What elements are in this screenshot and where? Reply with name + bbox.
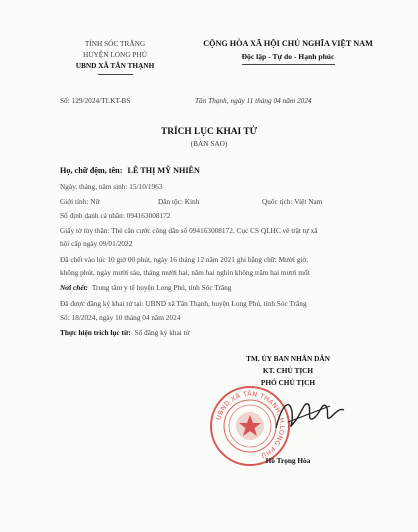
name-label: Họ, chữ đệm, tên: [60, 166, 123, 175]
header-country: CỘNG HÒA XÃ HỘI CHỦ NGHĨA VIỆT NAM [203, 39, 373, 48]
gender-field: Giới tính: Nữ [60, 197, 100, 206]
signature-line3: PHÓ CHỦ TỊCH [260, 378, 316, 387]
document-title: TRÍCH LỤC KHAI TỬ [160, 127, 258, 137]
death-time-line2: không phút, ngày mười sáu, tháng mười hai, năm hai nghìn không trăm hai mươi mốt [60, 268, 310, 277]
death-time-line1: Đã chết vào lúc 10 giờ 00 phút, ngày 16 tháng 12 năm 2021 ghi bằng chữ: Mười giờ, [60, 255, 309, 264]
place-of-death-value: Trung tâm y tế huyện Long Phú, tỉnh Sóc Trăng [91, 283, 232, 292]
registered-line2: Số: 18/2024, ngày 10 tháng 04 năm 2024 [60, 313, 181, 322]
id-document-line2: hội cấp ngày 09/01/2022 [60, 239, 133, 248]
signature-line1: TM. ỦY BAN NHÂN DÂN [246, 354, 330, 363]
id-number-field: Số định danh cá nhân: 094163008172 [60, 211, 171, 220]
name-value: LÊ THỊ MỸ NHIÊN [127, 166, 200, 175]
nationality-field: Quốc tịch: Việt Nam [262, 197, 323, 206]
header-province: TỈNH SÓC TRĂNG [84, 39, 146, 48]
header-commune: UBND XÃ TÂN THẠNH [75, 61, 155, 70]
header-left-divider [98, 74, 133, 75]
performed-from-value: Sổ đăng ký khai tử [134, 328, 190, 337]
signer-name: Hồ Trọng Hòa [265, 456, 311, 465]
registered-line1: Đã được đăng ký khai tử tại: UBND xã Tân Thạnh, huyện Long Phú, tỉnh Sóc Trăng [60, 299, 307, 308]
id-document-line1: Giấy tờ tùy thân: Thẻ căn cước công dân số 094163008172, Cục CS QLHC về trật tự xã [60, 226, 318, 235]
performed-from-row [60, 328, 190, 337]
dob-field: Ngày, tháng, năm sinh: 15/10/1963 [60, 182, 163, 191]
document-subtitle: (BẢN SAO) [190, 139, 228, 148]
performed-from-label: Thực hiện trích lục từ: [60, 328, 131, 337]
signature-line2: KT. CHỦ TỊCH [262, 366, 314, 375]
document-number: Số: 129/2024/TLKT-BS [60, 96, 131, 105]
ethnicity-field: Dân tộc: Kinh [158, 197, 200, 206]
header-right-divider [242, 64, 335, 65]
place-date: Tân Thạnh, ngày 11 tháng 04 năm 2024 [195, 96, 312, 105]
header-district: HUYỆN LONG PHÚ [82, 50, 148, 59]
svg-text:UBND XÃ TÂN THẠNH, H.LONG PHÚ: UBND XÃ TÂN THẠNH, H.LONG PHÚ [214, 389, 287, 460]
header-motto: Độc lập - Tự do - Hạnh phúc [241, 52, 335, 61]
name-row [60, 166, 200, 175]
place-of-death-label: Nơi chết: [60, 283, 89, 292]
handwritten-signature [268, 392, 348, 438]
place-of-death-row [60, 283, 231, 292]
